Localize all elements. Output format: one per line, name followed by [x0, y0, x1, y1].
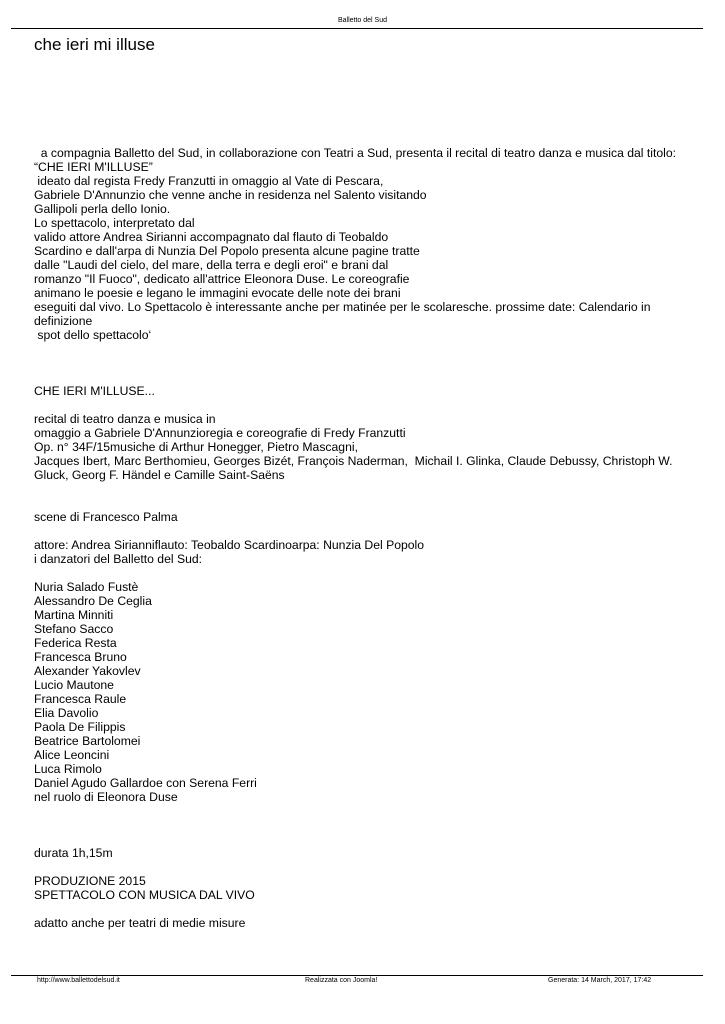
footer-url-link[interactable]: http://www.ballettodelsud.it — [37, 977, 120, 984]
text-line: Alexander Yakovlev — [34, 664, 141, 678]
text-line: Beatrice Bartolomei — [34, 734, 141, 748]
text-line: Lo spettacolo, interpretato dal — [34, 216, 195, 230]
text-line: Gabriele D'Annunzio che venne anche in residenza nel Salento visitando — [34, 188, 427, 202]
text-line — [34, 398, 684, 412]
text-line: scene di Francesco Palma — [34, 510, 178, 524]
text-line: Gallipoli perla dello Ionio. — [34, 202, 171, 216]
text-line: durata 1h,15m — [34, 846, 113, 860]
text-line — [34, 524, 684, 538]
text-line — [34, 804, 684, 818]
text-line: attore: Andrea Sirianniflauto: Teobaldo Scardinoarpa: Nunzia Del Popolo — [34, 538, 425, 552]
text-line: Stefano Sacco — [34, 622, 114, 636]
header-divider — [11, 28, 703, 29]
text-line: PRODUZIONE 2015 — [34, 874, 146, 888]
text-line — [34, 902, 684, 916]
text-line: recital di teatro danza e musica in — [34, 412, 216, 426]
text-line: romanzo "Il Fuoco", dedicato all'attrice Eleonora Duse. Le coreografie — [34, 272, 410, 286]
text-line: Nuria Salado Fustè — [34, 580, 139, 594]
text-line: a compagnia Balletto del Sud, in collaborazione con Teatri a Sud, presenta il recital di teatro danza e musica dal titolo: — [34, 146, 677, 160]
text-line — [34, 496, 684, 510]
text-line: adatto anche per teatri di medie misure — [34, 916, 246, 930]
text-line: Alice Leoncini — [34, 748, 110, 762]
footer-generated-date: Generata: 14 March, 2017, 17:42 — [548, 977, 652, 984]
text-line: Alessandro De Ceglia — [34, 594, 152, 608]
text-line: Op. n° 34F/15musiche di Arthur Honegger, Pietro Mascagni, — [34, 440, 358, 454]
footer-divider — [11, 975, 703, 976]
text-line — [34, 860, 684, 874]
text-line: SPETTACOLO CON MUSICA DAL VIVO — [34, 888, 255, 902]
text-line — [34, 566, 684, 580]
text-line — [34, 832, 684, 846]
text-line: dalle "Laudi del cielo, del mare, della terra e degli eroi" e brani dal — [34, 258, 389, 272]
article-title: che ieri mi illuse — [34, 35, 155, 54]
text-line: animano le poesie e legano le immagini evocate delle note dei brani — [34, 286, 401, 300]
text-line — [34, 818, 684, 832]
text-line: nel ruolo di Eleonora Duse — [34, 790, 178, 804]
text-line: valido attore Andrea Sirianni accompagnato dal flauto di Teobaldo — [34, 230, 389, 244]
text-line: Elia Davolio — [34, 706, 99, 720]
text-line: Jacques Ibert, Marc Berthomieu, Georges Bizét, François Naderman, Michail I. Glinka, Claude Debussy, Christoph W. — [34, 454, 673, 468]
header-site-name: Balletto del Sud — [337, 17, 388, 24]
text-line: CHE IERI M'ILLUSE... — [34, 384, 155, 398]
text-line: Martina Minniti — [34, 608, 114, 622]
text-line: Paola De Filippis — [34, 720, 126, 734]
article-credits — [34, 384, 684, 930]
text-line: “CHE IERI M'ILLUSE” — [34, 160, 153, 174]
text-line: spot dello spettacolo‘ — [34, 328, 152, 342]
text-line: omaggio a Gabriele D'Annunzioregia e coreografie di Fredy Franzutti — [34, 426, 406, 440]
text-line: Francesca Bruno — [34, 650, 127, 664]
text-line — [34, 482, 684, 496]
footer-powered-by: Realizzata con Joomla! — [305, 977, 378, 984]
text-line: Scardino e dall'arpa di Nunzia Del Popolo presenta alcune pagine tratte — [34, 244, 420, 258]
text-line: i danzatori del Balletto del Sud: — [34, 552, 203, 566]
text-line: eseguiti dal vivo. Lo Spettacolo è interessante anche per matinée per le scolaresche. prossime date: Calendario in — [34, 300, 651, 314]
text-line: Gluck, Georg F. Händel e Camille Saint-Saëns — [34, 468, 285, 482]
text-line: Luca Rimolo — [34, 762, 102, 776]
text-line: definizione — [34, 314, 93, 328]
article-intro — [34, 146, 684, 342]
text-line: Daniel Agudo Gallardoe con Serena Ferri — [34, 776, 257, 790]
text-line: Lucio Mautone — [34, 678, 114, 692]
text-line: Federica Resta — [34, 636, 117, 650]
text-line: ideato dal regista Fredy Franzutti in omaggio al Vate di Pescara, — [34, 174, 384, 188]
text-line: Francesca Raule — [34, 692, 127, 706]
